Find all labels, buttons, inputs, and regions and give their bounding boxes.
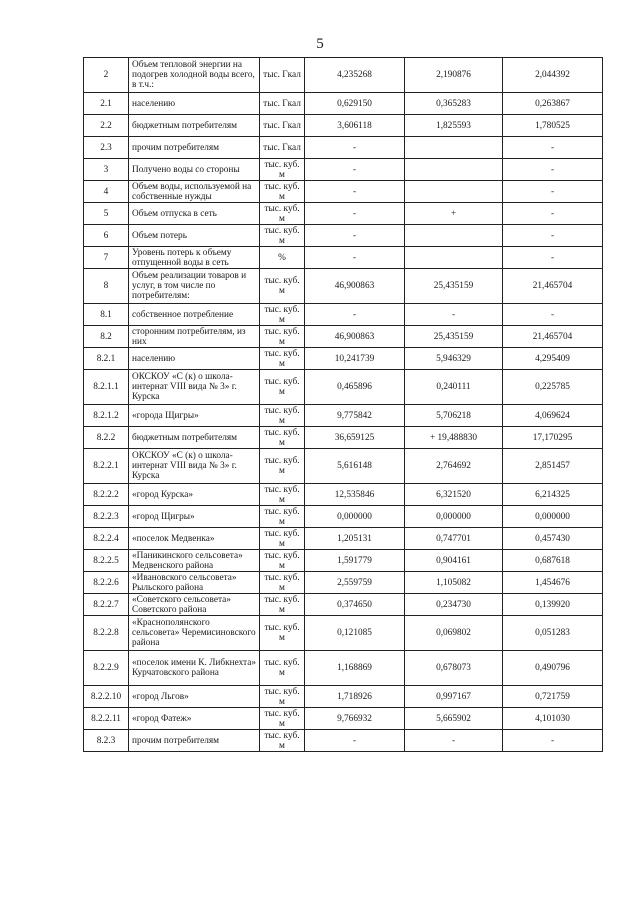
row-number: 8.2.2.3 (84, 506, 129, 528)
value-period-1 (405, 159, 503, 181)
value-total: 9,775842 (305, 405, 405, 427)
row-number: 8.2.2.9 (84, 651, 129, 686)
row-number: 8.2.2.10 (84, 686, 129, 708)
row-unit: тыс. куб. м (260, 528, 305, 550)
value-total: 1,718926 (305, 686, 405, 708)
value-period-2: 0,139920 (503, 594, 603, 616)
value-period-1: 0,678073 (405, 651, 503, 686)
row-name: Получено воды со стороны (129, 159, 260, 181)
row-name: «города Щигры» (129, 405, 260, 427)
value-period-1: + (405, 203, 503, 225)
row-number: 2.3 (84, 137, 129, 159)
row-name: «Ивановского сельсовета» Рыльского района (129, 572, 260, 594)
row-number: 8.2.2.4 (84, 528, 129, 550)
row-name: Объем отпуска в сеть (129, 203, 260, 225)
table-row (84, 247, 603, 269)
value-period-2: 1,454676 (503, 572, 603, 594)
row-number: 8.2.2.6 (84, 572, 129, 594)
value-period-2: 0,687618 (503, 550, 603, 572)
row-unit: тыс. Гкал (260, 93, 305, 115)
table-row (84, 616, 603, 651)
table-row (84, 405, 603, 427)
row-unit: тыс. куб. м (260, 484, 305, 506)
row-unit: тыс. куб. м (260, 269, 305, 304)
table-row (84, 550, 603, 572)
row-unit: тыс. куб. м (260, 405, 305, 427)
value-total: 0,121085 (305, 616, 405, 651)
row-unit: тыс. куб. м (260, 304, 305, 326)
table-row (84, 269, 603, 304)
value-period-1 (405, 225, 503, 247)
value-period-2: 17,170295 (503, 427, 603, 449)
value-total: 5,616148 (305, 449, 405, 484)
table-row (84, 348, 603, 370)
value-period-2: 21,465704 (503, 269, 603, 304)
row-unit: тыс. куб. м (260, 594, 305, 616)
row-name: собственное потребление (129, 304, 260, 326)
value-period-2: 1,780525 (503, 115, 603, 137)
row-unit: тыс. куб. м (260, 159, 305, 181)
value-period-1: 0,747701 (405, 528, 503, 550)
value-period-2: - (503, 181, 603, 203)
row-name: Объем воды, используемой на собственные нужды (129, 181, 260, 203)
value-period-1: 25,435159 (405, 326, 503, 348)
row-number: 6 (84, 225, 129, 247)
row-number: 8.2.2.8 (84, 616, 129, 651)
row-number: 8.2.2.11 (84, 708, 129, 730)
row-name: «поселок имени К. Либкнехта» Курчатовского района (129, 651, 260, 686)
value-total: 10,241739 (305, 348, 405, 370)
value-period-1 (405, 137, 503, 159)
row-name: «поселок Медвенка» (129, 528, 260, 550)
row-unit: тыс. куб. м (260, 427, 305, 449)
row-number: 8.2.2.5 (84, 550, 129, 572)
row-number: 8.2 (84, 326, 129, 348)
value-period-1: 1,825593 (405, 115, 503, 137)
row-unit: % (260, 247, 305, 269)
value-period-1: 6,321520 (405, 484, 503, 506)
value-period-1 (405, 247, 503, 269)
value-period-1: 0,904161 (405, 550, 503, 572)
row-unit: тыс. куб. м (260, 326, 305, 348)
value-period-2: 0,721759 (503, 686, 603, 708)
table-row (84, 159, 603, 181)
value-period-1: 5,706218 (405, 405, 503, 427)
value-period-2: 0,225785 (503, 370, 603, 405)
row-number: 8 (84, 269, 129, 304)
value-period-1: 5,665902 (405, 708, 503, 730)
row-name: Уровень потерь к объему отпущенной воды в сеть (129, 247, 260, 269)
row-unit: тыс. куб. м (260, 708, 305, 730)
row-unit: тыс. куб. м (260, 181, 305, 203)
row-name: населению (129, 93, 260, 115)
row-unit: тыс. куб. м (260, 651, 305, 686)
value-period-2: - (503, 159, 603, 181)
table-row (84, 304, 603, 326)
row-name: прочим потребителям (129, 730, 260, 752)
value-period-1: 5,946329 (405, 348, 503, 370)
row-name: Объем тепловой энергии на подогрев холодной воды всего, в т.ч.: (129, 58, 260, 93)
row-name: населению (129, 348, 260, 370)
table-row (84, 651, 603, 686)
row-name: ОКСКОУ «С (к) о школа-интернат VIII вида № 3» г. Курска (129, 370, 260, 405)
value-period-1: 2,190876 (405, 58, 503, 93)
table-row (84, 203, 603, 225)
row-unit: тыс. Гкал (260, 137, 305, 159)
table-row (84, 58, 603, 93)
row-unit: тыс. куб. м (260, 616, 305, 651)
table-row (84, 572, 603, 594)
value-total: 1,205131 (305, 528, 405, 550)
table-row (84, 708, 603, 730)
value-period-1: 0,069802 (405, 616, 503, 651)
value-total: 0,000000 (305, 506, 405, 528)
table-row (84, 686, 603, 708)
value-total: 46,900863 (305, 326, 405, 348)
value-period-1: 0,997167 (405, 686, 503, 708)
value-period-2: 2,044392 (503, 58, 603, 93)
value-total: 1,168869 (305, 651, 405, 686)
row-name: Объем реализации товаров и услуг, в том числе по потребителям: (129, 269, 260, 304)
value-period-2: 4,069624 (503, 405, 603, 427)
row-name: «Краснополянского сельсовета» Черемисиновского района (129, 616, 260, 651)
row-number: 4 (84, 181, 129, 203)
value-total: - (305, 225, 405, 247)
row-number: 5 (84, 203, 129, 225)
value-period-2: - (503, 225, 603, 247)
value-total: - (305, 159, 405, 181)
row-unit: тыс. куб. м (260, 225, 305, 247)
value-period-2: 0,263867 (503, 93, 603, 115)
table-row (84, 326, 603, 348)
row-number: 2.1 (84, 93, 129, 115)
row-unit: тыс. куб. м (260, 449, 305, 484)
value-period-2: 0,051283 (503, 616, 603, 651)
row-name: прочим потребителям (129, 137, 260, 159)
table-row (84, 115, 603, 137)
value-period-1: 0,240111 (405, 370, 503, 405)
table-row (84, 93, 603, 115)
row-name: «город Фатеж» (129, 708, 260, 730)
row-number: 8.2.3 (84, 730, 129, 752)
value-period-2: 0,457430 (503, 528, 603, 550)
value-total: 9,766932 (305, 708, 405, 730)
row-number: 3 (84, 159, 129, 181)
row-name: бюджетным потребителям (129, 115, 260, 137)
row-number: 8.2.2.7 (84, 594, 129, 616)
table-row (84, 370, 603, 405)
row-number: 7 (84, 247, 129, 269)
value-period-1 (405, 181, 503, 203)
value-period-1: 1,105082 (405, 572, 503, 594)
row-unit: тыс. куб. м (260, 572, 305, 594)
value-period-2: - (503, 247, 603, 269)
value-period-1: 2,764692 (405, 449, 503, 484)
value-total: 4,235268 (305, 58, 405, 93)
value-period-2: 4,295409 (503, 348, 603, 370)
table-row (84, 506, 603, 528)
table-row (84, 594, 603, 616)
row-number: 8.1 (84, 304, 129, 326)
value-period-2: 0,490796 (503, 651, 603, 686)
row-name: сторонним потребителям, из них (129, 326, 260, 348)
table-row (84, 528, 603, 550)
table-body (84, 58, 603, 752)
row-unit: тыс. куб. м (260, 550, 305, 572)
row-unit: тыс. Гкал (260, 115, 305, 137)
value-period-2: - (503, 304, 603, 326)
table-row (84, 225, 603, 247)
row-unit: тыс. куб. м (260, 348, 305, 370)
value-period-2: 2,851457 (503, 449, 603, 484)
row-unit: тыс. куб. м (260, 686, 305, 708)
value-total: 46,900863 (305, 269, 405, 304)
value-period-1: - (405, 304, 503, 326)
table-row (84, 181, 603, 203)
row-name: «город Щигры» (129, 506, 260, 528)
row-name: «Советского сельсовета» Советского района (129, 594, 260, 616)
table-row (84, 730, 603, 752)
row-name: «Паникинского сельсовета» Медвенского района (129, 550, 260, 572)
value-period-1: 0,000000 (405, 506, 503, 528)
value-total: 12,535846 (305, 484, 405, 506)
data-table (83, 57, 603, 752)
row-number: 8.2.2.2 (84, 484, 129, 506)
row-number: 8.2.2.1 (84, 449, 129, 484)
value-total: 3,606118 (305, 115, 405, 137)
value-period-1: 0,365283 (405, 93, 503, 115)
value-total: - (305, 203, 405, 225)
value-period-2: 4,101030 (503, 708, 603, 730)
value-total: 0,629150 (305, 93, 405, 115)
value-total: - (305, 137, 405, 159)
row-number: 8.2.1.2 (84, 405, 129, 427)
value-period-2: - (503, 203, 603, 225)
row-number: 8.2.2 (84, 427, 129, 449)
table-row (84, 484, 603, 506)
row-unit: тыс. куб. м (260, 203, 305, 225)
row-name: «город Льгов» (129, 686, 260, 708)
value-period-1: - (405, 730, 503, 752)
value-period-2: 6,214325 (503, 484, 603, 506)
row-number: 8.2.1.1 (84, 370, 129, 405)
row-unit: тыс. Гкал (260, 58, 305, 93)
value-period-1: + 19,488830 (405, 427, 503, 449)
value-period-2: - (503, 137, 603, 159)
row-number: 8.2.1 (84, 348, 129, 370)
row-number: 2.2 (84, 115, 129, 137)
value-period-2: 0,000000 (503, 506, 603, 528)
value-period-2: - (503, 730, 603, 752)
row-unit: тыс. куб. м (260, 370, 305, 405)
row-unit: тыс. куб. м (260, 506, 305, 528)
value-period-2: 21,465704 (503, 326, 603, 348)
row-number: 2 (84, 58, 129, 93)
value-total: 36,659125 (305, 427, 405, 449)
value-total: - (305, 247, 405, 269)
value-total: 1,591779 (305, 550, 405, 572)
value-total: - (305, 304, 405, 326)
value-total: - (305, 730, 405, 752)
table-row (84, 449, 603, 484)
row-name: ОКСКОУ «С (к) о школа-интернат VIII вида № 3» г. Курска (129, 449, 260, 484)
page-number: 5 (316, 36, 324, 52)
table-row (84, 427, 603, 449)
table-row (84, 137, 603, 159)
value-period-1: 25,435159 (405, 269, 503, 304)
value-total: 0,465896 (305, 370, 405, 405)
value-period-1: 0,234730 (405, 594, 503, 616)
row-unit: тыс. куб. м (260, 730, 305, 752)
row-name: бюджетным потребителям (129, 427, 260, 449)
row-name: «город Курска» (129, 484, 260, 506)
value-total: - (305, 181, 405, 203)
value-total: 2,559759 (305, 572, 405, 594)
row-name: Объем потерь (129, 225, 260, 247)
value-total: 0,374650 (305, 594, 405, 616)
